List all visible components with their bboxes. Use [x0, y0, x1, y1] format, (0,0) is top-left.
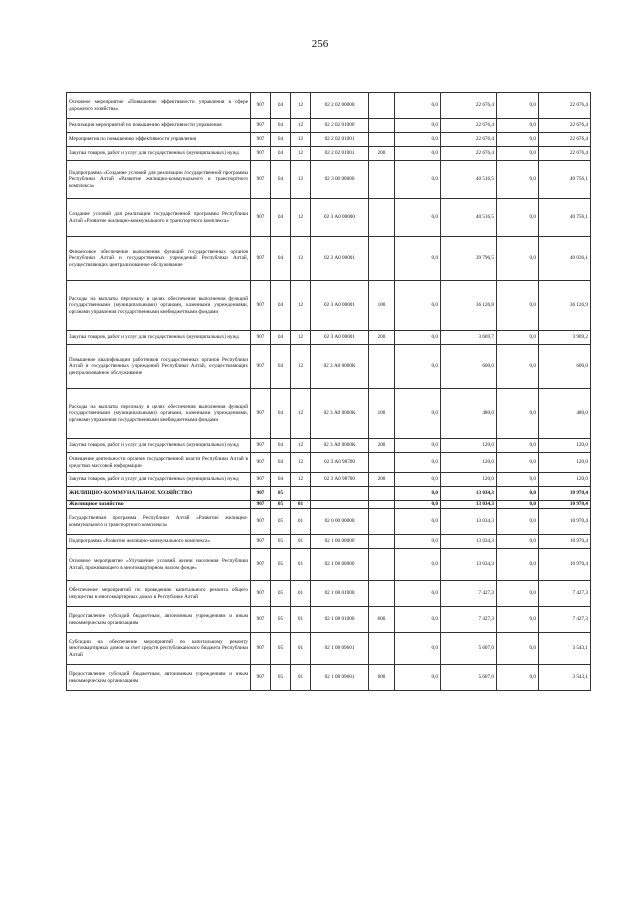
row-amount-3: 0,0 [497, 501, 539, 509]
row-amount-2: 120,0 [441, 439, 497, 453]
table-row [67, 119, 591, 133]
row-section-code: 04 [271, 439, 291, 453]
row-section-code: 05 [271, 535, 291, 549]
row-amount-2: 22 676,4 [441, 93, 497, 119]
row-amount-3: 0,0 [497, 93, 539, 119]
row-section-code: 04 [271, 345, 291, 389]
table-row [67, 199, 591, 237]
row-subsection-code: 12 [291, 93, 311, 119]
row-grbs-code: 907 [251, 199, 271, 237]
table-row [67, 549, 591, 581]
row-expense-type: 600 [369, 607, 395, 633]
row-amount-4: 120,0 [539, 439, 591, 453]
row-grbs-code: 907 [251, 281, 271, 331]
row-name: Основное мероприятие «Улучшение условий жизни населения Республики Алтай, проживающего в многоквартирном жилом фонде» [67, 549, 251, 581]
row-grbs-code: 907 [251, 237, 271, 281]
row-target-article: 02 2 02 01001 [311, 147, 369, 161]
row-subsection-code: 01 [291, 509, 311, 535]
row-grbs-code: 907 [251, 389, 271, 439]
row-amount-1: 0,0 [395, 665, 441, 691]
row-name: Расходы на выплаты персоналу в целях обеспечения выполнения функций государственными (муниципальными) органами, казенными учреждениями, органами управления государственными внебюджетными фондами [67, 281, 251, 331]
table-row [67, 133, 591, 147]
row-name: Обеспечение мероприятий по проведению капитального ремонта общего имущества в многоквартирных домах в Республике Алтай [67, 581, 251, 607]
row-amount-2: 22 676,4 [441, 119, 497, 133]
row-expense-type [369, 345, 395, 389]
row-amount-2: 22 676,4 [441, 147, 497, 161]
row-grbs-code: 907 [251, 535, 271, 549]
row-amount-3: 0,0 [497, 665, 539, 691]
row-target-article [311, 501, 369, 509]
row-target-article: 02 1 08 01000 [311, 607, 369, 633]
row-section-code: 05 [271, 549, 291, 581]
row-amount-4: 7 427,3 [539, 607, 591, 633]
table-row [67, 389, 591, 439]
row-amount-1: 0,0 [395, 581, 441, 607]
row-subsection-code: 01 [291, 501, 311, 509]
row-amount-1: 0,0 [395, 345, 441, 389]
row-expense-type [369, 93, 395, 119]
row-subsection-code: 01 [291, 633, 311, 665]
row-amount-2: 40 516,5 [441, 161, 497, 199]
row-subsection-code: 12 [291, 473, 311, 487]
row-amount-2: 5 607,0 [441, 665, 497, 691]
row-grbs-code: 907 [251, 487, 271, 501]
row-section-code: 04 [271, 281, 291, 331]
row-name: ЖИЛИЩНО-КОММУНАЛЬНОЕ ХОЗЯЙСТВО [67, 487, 251, 501]
row-subsection-code: 12 [291, 345, 311, 389]
row-target-article: 02 1 08 01000 [311, 581, 369, 607]
table-row [67, 345, 591, 389]
row-amount-3: 0,0 [497, 607, 539, 633]
row-section-code: 04 [271, 453, 291, 473]
row-amount-4: 10 970,4 [539, 501, 591, 509]
row-expense-type [369, 581, 395, 607]
row-amount-2: 13 034,3 [441, 549, 497, 581]
table-row [67, 501, 591, 509]
row-section-code: 04 [271, 93, 291, 119]
row-subsection-code: 12 [291, 237, 311, 281]
table-row [67, 439, 591, 453]
row-amount-3: 0,0 [497, 281, 539, 331]
row-amount-2: 39 796,5 [441, 237, 497, 281]
row-section-code: 04 [271, 147, 291, 161]
row-target-article: 02 2 02 01001 [311, 133, 369, 147]
row-subsection-code: 12 [291, 161, 311, 199]
row-amount-1: 0,0 [395, 607, 441, 633]
row-subsection-code: 12 [291, 439, 311, 453]
row-amount-4: 10 970,4 [539, 509, 591, 535]
row-amount-4: 40 036,1 [539, 237, 591, 281]
row-amount-1: 0,0 [395, 133, 441, 147]
row-amount-4: 22 676,4 [539, 93, 591, 119]
row-amount-3: 0,0 [497, 487, 539, 501]
row-expense-type: 100 [369, 281, 395, 331]
row-amount-1: 0,0 [395, 535, 441, 549]
row-amount-2: 13 034,3 [441, 501, 497, 509]
row-grbs-code: 907 [251, 345, 271, 389]
row-name: Основное мероприятие «Повышение эффективности управления в сфере дорожного хозяйства» [67, 93, 251, 119]
row-target-article: 02 1 00 00000 [311, 535, 369, 549]
row-amount-1: 0,0 [395, 199, 441, 237]
row-amount-4: 36 126,9 [539, 281, 591, 331]
row-section-code: 04 [271, 199, 291, 237]
row-subsection-code: 01 [291, 535, 311, 549]
row-amount-4: 3 543,1 [539, 665, 591, 691]
row-grbs-code: 907 [251, 509, 271, 535]
row-name: Предоставление субсидий бюджетным, автономным учреждениям и иным некоммерческим организациям [67, 665, 251, 691]
row-amount-4: 22 676,4 [539, 133, 591, 147]
table-row [67, 93, 591, 119]
row-amount-2: 7 427,3 [441, 581, 497, 607]
row-amount-4: 40 756,1 [539, 161, 591, 199]
row-amount-3: 0,0 [497, 119, 539, 133]
row-grbs-code: 907 [251, 633, 271, 665]
row-target-article: 02 0 00 00000 [311, 509, 369, 535]
row-amount-4: 7 427,3 [539, 581, 591, 607]
row-grbs-code: 907 [251, 119, 271, 133]
row-amount-1: 0,0 [395, 633, 441, 665]
row-target-article: 02 2 02 00000 [311, 93, 369, 119]
row-subsection-code: 12 [291, 281, 311, 331]
row-section-code: 05 [271, 607, 291, 633]
row-amount-2: 40 516,5 [441, 199, 497, 237]
row-name: Подпрограмма «Создание условий для реализации государственной программы Республики Алтай «Развитие жилищно-коммунального и транспортного комплекса» [67, 161, 251, 199]
row-name: Закупка товаров, работ и услуг для государственных (муниципальных) нужд [67, 147, 251, 161]
row-amount-3: 0,0 [497, 535, 539, 549]
row-subsection-code: 12 [291, 453, 311, 473]
row-amount-2: 36 126,8 [441, 281, 497, 331]
row-expense-type [369, 549, 395, 581]
row-amount-1: 0,0 [395, 453, 441, 473]
row-name: Мероприятия по повышению эффективности управления [67, 133, 251, 147]
row-target-article: 02 3 А0 0000К [311, 345, 369, 389]
row-amount-1: 0,0 [395, 501, 441, 509]
row-amount-1: 0,0 [395, 119, 441, 133]
row-amount-4: 120,0 [539, 473, 591, 487]
row-subsection-code: 01 [291, 607, 311, 633]
row-amount-1: 0,0 [395, 93, 441, 119]
row-amount-1: 0,0 [395, 237, 441, 281]
row-amount-4: 40 756,1 [539, 199, 591, 237]
row-grbs-code: 907 [251, 473, 271, 487]
row-amount-2: 120,0 [441, 453, 497, 473]
row-amount-3: 0,0 [497, 439, 539, 453]
row-section-code: 05 [271, 581, 291, 607]
row-amount-3: 0,0 [497, 133, 539, 147]
row-grbs-code: 907 [251, 133, 271, 147]
row-amount-1: 0,0 [395, 161, 441, 199]
row-amount-4: 10 970,4 [539, 549, 591, 581]
row-name: Предоставление субсидий бюджетным, автономным учреждениям и иным некоммерческим организациям [67, 607, 251, 633]
row-target-article: 02 1 08 09601 [311, 633, 369, 665]
row-name: Реализация мероприятий по повышению эффективности управления [67, 119, 251, 133]
row-subsection-code: 12 [291, 331, 311, 345]
row-amount-1: 0,0 [395, 331, 441, 345]
row-section-code: 05 [271, 501, 291, 509]
row-amount-1: 0,0 [395, 473, 441, 487]
row-name: Подпрограмма «Развитие жилищно-коммунального комплекса» [67, 535, 251, 549]
row-subsection-code: 12 [291, 119, 311, 133]
row-section-code: 05 [271, 487, 291, 501]
row-expense-type [369, 487, 395, 501]
row-name: Субсидии на обеспечение мероприятий по капитальному ремонту многоквартирных домов за счет средств республиканского бюджета Республики Алтай [67, 633, 251, 665]
table-row [67, 473, 591, 487]
row-target-article: 02 3 А0 00000 [311, 199, 369, 237]
row-expense-type: 100 [369, 389, 395, 439]
row-section-code: 04 [271, 331, 291, 345]
row-section-code: 04 [271, 389, 291, 439]
row-name: Закупка товаров, работ и услуг для государственных (муниципальных) нужд [67, 473, 251, 487]
row-target-article: 02 3 А0 98700 [311, 453, 369, 473]
row-amount-2: 7 427,3 [441, 607, 497, 633]
row-expense-type [369, 161, 395, 199]
row-target-article: 02 3 00 00000 [311, 161, 369, 199]
row-grbs-code: 907 [251, 665, 271, 691]
row-amount-3: 0,0 [497, 345, 539, 389]
row-section-code: 04 [271, 119, 291, 133]
row-section-code: 05 [271, 633, 291, 665]
row-amount-1: 0,0 [395, 147, 441, 161]
row-target-article: 02 3 А0 0000К [311, 439, 369, 453]
row-expense-type: 200 [369, 331, 395, 345]
row-section-code: 05 [271, 509, 291, 535]
row-grbs-code: 907 [251, 549, 271, 581]
row-section-code: 04 [271, 473, 291, 487]
table-row [67, 535, 591, 549]
row-expense-type [369, 509, 395, 535]
row-name: Освещение деятельности органов государственной власти Республики Алтай в средствах массовой информации [67, 453, 251, 473]
row-subsection-code: 12 [291, 389, 311, 439]
row-amount-3: 0,0 [497, 147, 539, 161]
table-row [67, 161, 591, 199]
row-amount-2: 22 676,4 [441, 133, 497, 147]
row-amount-3: 0,0 [497, 199, 539, 237]
row-subsection-code: 01 [291, 549, 311, 581]
row-amount-3: 0,0 [497, 331, 539, 345]
row-name: Государственная программа Республики Алтай «Развитие жилищно-коммунального и транспортного комплекса» [67, 509, 251, 535]
row-name: Финансовое обеспечение выполнения функций государственных органов Республики Алтай и государственных учреждений Республики Алтай, осуществляющих централизованное обслуживание [67, 237, 251, 281]
row-name: Закупка товаров, работ и услуг для государственных (муниципальных) нужд [67, 331, 251, 345]
row-amount-1: 0,0 [395, 487, 441, 501]
row-target-article [311, 487, 369, 501]
budget-table [66, 92, 591, 691]
row-subsection-code: 12 [291, 199, 311, 237]
row-amount-1: 0,0 [395, 439, 441, 453]
row-amount-2: 120,0 [441, 473, 497, 487]
row-expense-type [369, 133, 395, 147]
row-grbs-code: 907 [251, 331, 271, 345]
row-target-article: 02 3 А0 0000К [311, 389, 369, 439]
row-expense-type: 200 [369, 473, 395, 487]
row-name: Жилищное хозяйство [67, 501, 251, 509]
row-name: Повышение квалификации работников государственных органов Республики Алтай и государственных учреждений Республики Алтай, осуществляющих централизованное обслуживание [67, 345, 251, 389]
row-subsection-code [291, 487, 311, 501]
row-amount-4: 600,0 [539, 345, 591, 389]
row-amount-1: 0,0 [395, 509, 441, 535]
row-grbs-code: 907 [251, 439, 271, 453]
table-row [67, 581, 591, 607]
row-amount-4: 3 543,1 [539, 633, 591, 665]
row-expense-type: 600 [369, 665, 395, 691]
row-subsection-code: 01 [291, 581, 311, 607]
row-grbs-code: 907 [251, 161, 271, 199]
row-expense-type [369, 633, 395, 665]
table-row [67, 281, 591, 331]
row-target-article: 02 1 08 09601 [311, 665, 369, 691]
row-expense-type [369, 237, 395, 281]
table-row [67, 633, 591, 665]
row-amount-4: 22 676,4 [539, 119, 591, 133]
row-amount-1: 0,0 [395, 549, 441, 581]
table-row [67, 509, 591, 535]
row-section-code: 04 [271, 133, 291, 147]
row-target-article: 02 3 А0 98700 [311, 473, 369, 487]
row-expense-type [369, 453, 395, 473]
row-name: Расходы на выплаты персоналу в целях обеспечения выполнения функций государственными (муниципальными) органами, казенными учреждениями, органами управления государственными внебюджетными фондами [67, 389, 251, 439]
row-amount-2: 600,0 [441, 345, 497, 389]
row-expense-type: 200 [369, 147, 395, 161]
row-target-article: 02 3 А0 00001 [311, 237, 369, 281]
row-amount-3: 0,0 [497, 389, 539, 439]
budget-table-body [67, 93, 591, 691]
row-amount-2: 5 607,0 [441, 633, 497, 665]
row-amount-3: 0,0 [497, 237, 539, 281]
row-subsection-code: 12 [291, 133, 311, 147]
row-target-article: 02 1 08 00000 [311, 549, 369, 581]
row-amount-3: 0,0 [497, 633, 539, 665]
row-grbs-code: 907 [251, 93, 271, 119]
row-expense-type [369, 119, 395, 133]
row-amount-1: 0,0 [395, 389, 441, 439]
row-grbs-code: 907 [251, 581, 271, 607]
table-row [67, 453, 591, 473]
page-number: 256 [311, 38, 329, 50]
row-target-article: 02 3 А0 00001 [311, 281, 369, 331]
table-row [67, 147, 591, 161]
row-subsection-code: 12 [291, 147, 311, 161]
row-section-code: 05 [271, 665, 291, 691]
row-section-code: 04 [271, 237, 291, 281]
row-expense-type [369, 199, 395, 237]
row-amount-2: 3 669,7 [441, 331, 497, 345]
row-name: Закупка товаров, работ и услуг для государственных (муниципальных) нужд [67, 439, 251, 453]
row-amount-2: 13 034,3 [441, 509, 497, 535]
row-amount-4: 10 970,4 [539, 487, 591, 501]
row-target-article: 02 2 02 01000 [311, 119, 369, 133]
table-row [67, 331, 591, 345]
row-grbs-code: 907 [251, 147, 271, 161]
row-target-article: 02 3 А0 00001 [311, 331, 369, 345]
table-row [67, 487, 591, 501]
row-amount-4: 120,0 [539, 453, 591, 473]
table-row [67, 237, 591, 281]
row-amount-3: 0,0 [497, 509, 539, 535]
row-amount-4: 3 909,2 [539, 331, 591, 345]
row-amount-2: 480,0 [441, 389, 497, 439]
row-grbs-code: 907 [251, 453, 271, 473]
row-expense-type: 200 [369, 439, 395, 453]
row-amount-3: 0,0 [497, 581, 539, 607]
row-grbs-code: 907 [251, 607, 271, 633]
table-row [67, 607, 591, 633]
row-amount-4: 480,0 [539, 389, 591, 439]
row-expense-type [369, 501, 395, 509]
row-amount-4: 10 970,4 [539, 535, 591, 549]
row-name: Создание условий для реализации государственной программы Республики Алтай «Развитие жилищно-коммунального и транспортного комплекса» [67, 199, 251, 237]
row-amount-2: 13 034,3 [441, 535, 497, 549]
row-amount-3: 0,0 [497, 473, 539, 487]
row-amount-1: 0,0 [395, 281, 441, 331]
row-amount-3: 0,0 [497, 453, 539, 473]
row-amount-3: 0,0 [497, 549, 539, 581]
row-amount-3: 0,0 [497, 161, 539, 199]
row-expense-type [369, 535, 395, 549]
table-row [67, 665, 591, 691]
row-amount-2: 13 034,3 [441, 487, 497, 501]
row-subsection-code: 01 [291, 665, 311, 691]
row-section-code: 04 [271, 161, 291, 199]
row-grbs-code: 907 [251, 501, 271, 509]
row-amount-4: 22 676,4 [539, 147, 591, 161]
